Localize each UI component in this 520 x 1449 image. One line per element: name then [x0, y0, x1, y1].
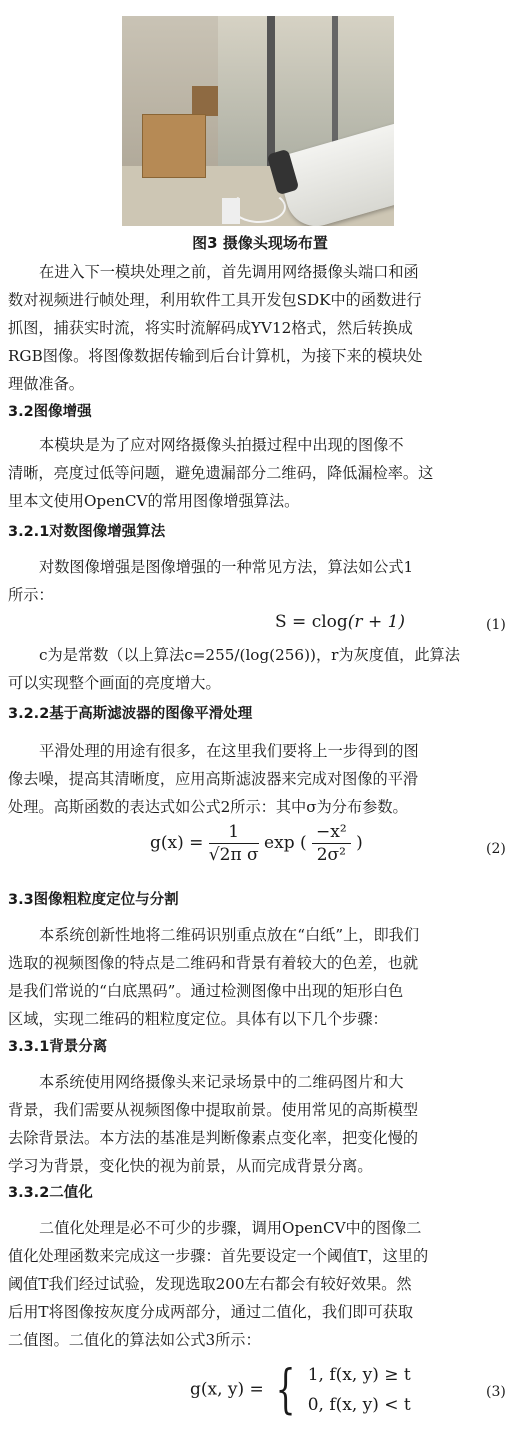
text-line: 平滑处理的用途有很多，在这里我们要将上一步得到的图 [39, 742, 419, 760]
text-line: 抓图，捕获实时流，将实时流解码成YV12格式，然后转换成 [8, 319, 413, 337]
formula-2-exp-numerator: −x² [312, 822, 351, 844]
text-line: 清晰，亮度过低等问题，避免遗漏部分二维码，降低漏检率。这 [8, 464, 434, 482]
paragraph-gaussian-smoothing [8, 737, 513, 821]
formula-2-fraction [209, 822, 259, 865]
formula-3-brace: { [275, 1360, 296, 1420]
paragraph-background-separation [8, 1068, 513, 1180]
text-line: 所示： [8, 586, 54, 604]
text-line: 后用T将图像按灰度分成两部分，通过二值化，我们即可获取 [8, 1303, 414, 1321]
formula-1-arg: (r + 1) [347, 612, 406, 632]
formula-2 [150, 822, 363, 865]
section-heading-3-3-1: 3.3.1背景分离 [8, 1039, 108, 1055]
text-line: 值化处理函数来完成这一步骤：首先要设定一个阈值T，这里的 [8, 1247, 429, 1265]
paragraph-log-explain [8, 641, 513, 697]
paragraph-binarization [8, 1214, 513, 1354]
text-line: 可以实现整个画面的亮度增大。 [8, 674, 221, 692]
formula-2-denominator: √2π σ [208, 845, 259, 865]
formula-3-case-1: 1, f(x, y) ≥ t [307, 1365, 411, 1385]
section-heading-3-2: 3.2图像增强 [8, 404, 92, 420]
text-line: 理做准备。 [8, 375, 84, 393]
equation-number-2: (2) [486, 841, 506, 857]
text-line: 处理。高斯函数的表达式如公式2所示：其中σ为分布参数。 [8, 798, 408, 816]
text-line: 是我们常说的“白底黑码”。通过检测图像中出现的矩形白色 [8, 982, 404, 1000]
formula-3 [190, 1360, 411, 1420]
formula-2-exp-denominator: 2σ² [316, 845, 346, 865]
text-line: 本模块是为了应对网络摄像头拍摄过程中出现的图像不 [39, 436, 404, 454]
formula-2-numerator: 1 [209, 822, 259, 844]
paragraph-frame-processing [8, 258, 513, 398]
text-line: c为是常数（以上算法c=255/(log(256))，r为灰度值，此算法 [39, 646, 460, 664]
text-line: 二值图。二值化的算法如公式3所示： [8, 1331, 261, 1349]
text-line: RGB图像。将图像数据传输到后台计算机，为接下来的模块处 [8, 347, 423, 365]
text-line: 本系统使用网络摄像头来记录场景中的二维码图片和大 [39, 1073, 404, 1091]
formula-3-cases [308, 1360, 411, 1420]
formula-3-lhs: g(x, y) = [190, 1379, 264, 1400]
paragraph-log-enhancement [8, 553, 513, 609]
text-line: 二值化处理是必不可少的步骤，调用OpenCV中的图像二 [39, 1219, 422, 1237]
camera-site-photo [122, 16, 394, 226]
figure-caption: 图3 摄像头现场布置 [192, 234, 328, 252]
section-heading-3-3-2: 3.3.2二值化 [8, 1185, 93, 1201]
text-line: 去除背景法。本方法的基准是判断像素点变化率，把变化慢的 [8, 1129, 419, 1147]
section-heading-3-2-1: 3.2.1对数图像增强算法 [8, 524, 166, 540]
text-line: 学习为背景，变化快的视为前景，从而完成背景分离。 [8, 1157, 373, 1175]
text-line: 选取的视频图像的特点是二维码和背景有着较大的色差，也就 [8, 954, 419, 972]
formula-3-case-2: 0, f(x, y) < t [307, 1395, 411, 1415]
formula-2-close: ) [356, 833, 363, 853]
section-heading-3-3: 3.3图像粗粒度定位与分割 [8, 892, 179, 908]
text-line: 背景，我们需要从视频图像中提取前景。使用常见的高斯模型 [8, 1101, 419, 1119]
formula-2-lhs: g(x) = [150, 833, 204, 853]
paragraph-enhancement [8, 431, 513, 515]
paragraph-coarse-localization [8, 921, 513, 1033]
text-line: 在进入下一模块处理之前，首先调用网络摄像头端口和函 [39, 263, 419, 281]
text-line: 像去噪，提高其清晰度，应用高斯滤波器来完成对图像的平滑 [8, 770, 419, 788]
text-line: 区域，实现二维码的粗粒度定位。具体有以下几个步骤： [8, 1010, 388, 1028]
formula-1-lhs: S = clog [275, 612, 348, 632]
equation-number-3: (3) [486, 1384, 506, 1400]
equation-number-1: (1) [486, 617, 506, 633]
formula-2-exponent-fraction [312, 822, 351, 865]
text-line: 对数图像增强是图像增强的一种常见方法，算法如公式1 [39, 558, 414, 576]
text-line: 里本文使用OpenCV的常用图像增强算法。 [8, 492, 300, 510]
text-line: 阈值T我们经过试验，发现选取200左右都会有较好效果。然 [8, 1275, 412, 1293]
text-line: 数对视频进行帧处理，利用软件工具开发包SDK中的函数进行 [8, 291, 422, 309]
text-line: 本系统创新性地将二维码识别重点放在“白纸”上，即我们 [39, 926, 420, 944]
section-heading-3-2-2: 3.2.2基于高斯滤波器的图像平滑处理 [8, 706, 253, 722]
formula-2-exp: exp ( [264, 833, 307, 853]
formula-1 [275, 612, 405, 632]
